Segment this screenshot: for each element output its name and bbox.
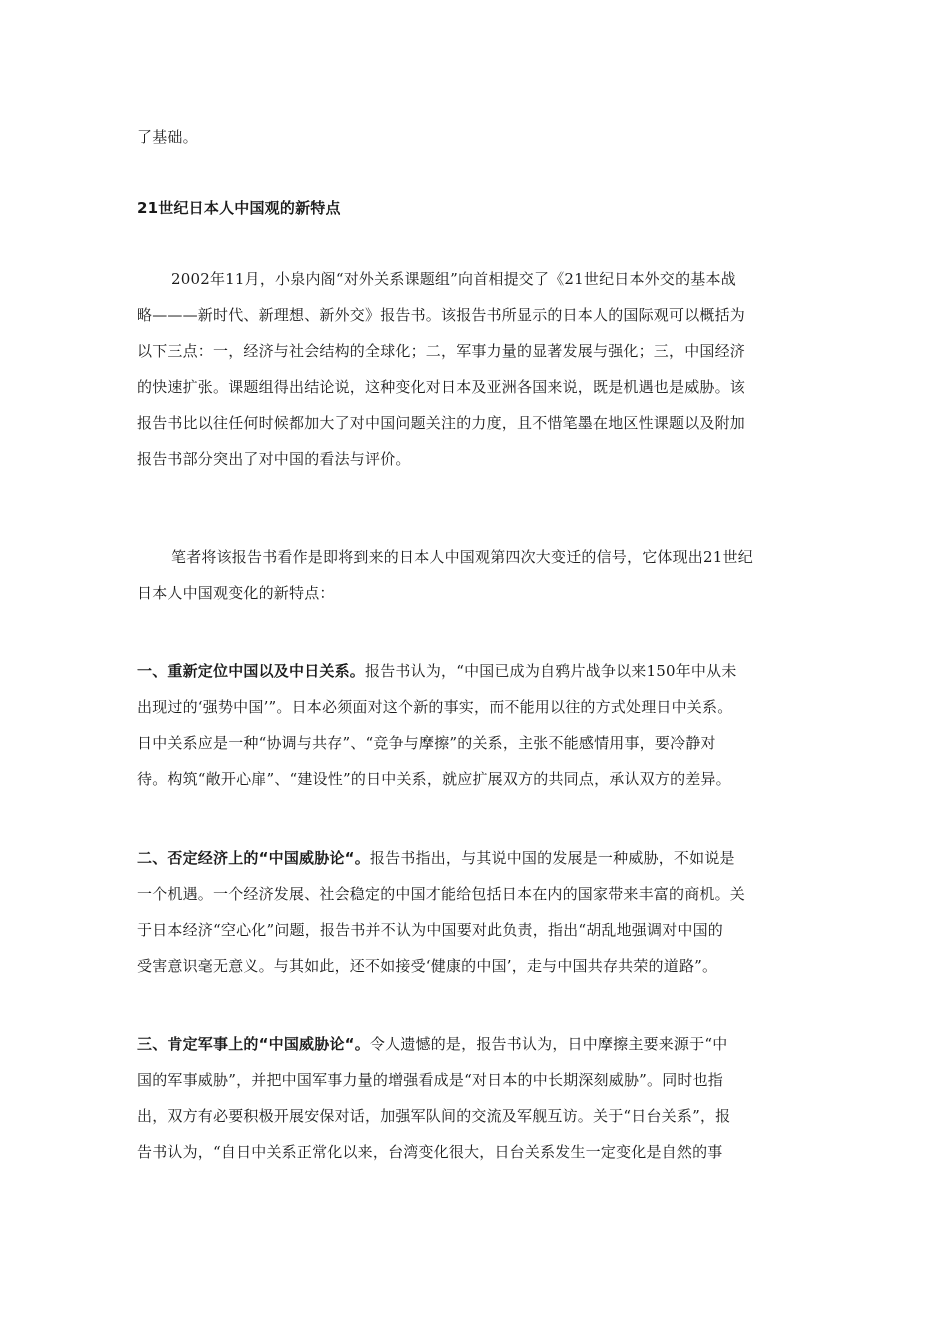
intro-tail: 了基础。 <box>137 128 198 146</box>
paragraph1-line: 报告书比以往任何时候都加大了对中国问题关注的力度，且不惜笔墨在地区性课题以及附加 <box>137 414 746 432</box>
point3-line: 告书认为，“自日中关系正常化以来，台湾变化很大，日台关系发生一定变化是自然的事 <box>137 1143 723 1161</box>
paragraph2-line: 日本人中国观变化的新特点： <box>137 584 335 602</box>
paragraph2-line: 笔者将该报告书看作是即将到来的日本人中国观第四次大变迁的信号，它体现出21世纪 <box>171 548 753 566</box>
point2-heading: 二、否定经济上的“中国威胁论“。 <box>137 849 370 867</box>
paragraph1-line: 2002年11月，小泉内阁“对外关系课题组”向首相提交了《21世纪日本外交的基本战 <box>171 270 736 288</box>
paragraph1-line: 报告书部分突出了对中国的看法与评价。 <box>137 450 411 468</box>
point1-heading: 一、重新定位中国以及中日关系。 <box>137 662 366 680</box>
point1-line: 出现过的‘强势中国’”。日本必须面对这个新的事实，而不能用以往的方式处理日中关系。 <box>137 698 733 716</box>
section-title: 21世纪日本人中国观的新特点 <box>137 199 341 217</box>
point3-first-line <box>137 1034 827 1054</box>
paragraph1-line: 以下三点：一，经济与社会结构的全球化；二，军事力量的显著发展与强化；三，中国经济 <box>137 342 746 360</box>
point1-first-line <box>137 661 827 681</box>
point1-line: 日中关系应是一种“协调与共存”、“竞争与摩擦”的关系，主张不能感情用事，要冷静对 <box>137 734 716 752</box>
point2-line: 于日本经济“空心化”问题，报告书并不认为中国要对此负责，指出“胡乱地强调对中国的 <box>137 921 724 939</box>
point2-first-line <box>137 848 827 868</box>
point3-heading: 三、肯定军事上的“中国威胁论“。 <box>137 1035 370 1053</box>
paragraph1-line: 略———新时代、新理想、新外交》报告书。该报告书所显示的日本人的国际观可以概括为 <box>137 306 746 324</box>
point1-line: 待。构筑“敞开心扉”、“建设性”的日中关系，就应扩展双方的共同点，承认双方的差异。 <box>137 770 731 788</box>
point1-text: 报告书认为，“中国已成为自鸦片战争以来150年中从未 <box>365 662 737 680</box>
point3-line: 国的军事威胁”，并把中国军事力量的增强看成是“对日本的中长期深刻威胁”。同时也指 <box>137 1071 724 1089</box>
paragraph1-line: 的快速扩张。课题组得出结论说，这种变化对日本及亚洲各国来说，既是机遇也是威胁。该 <box>137 378 746 396</box>
point2-text: 报告书指出，与其说中国的发展是一种威胁，不如说是 <box>369 849 735 867</box>
point3-text: 令人遗憾的是，报告书认为，日中摩擦主要来源于“中 <box>369 1035 728 1053</box>
point3-line: 出，双方有必要积极开展安保对话，加强军队间的交流及军舰互访。关于“日台关系”，报 <box>137 1107 731 1125</box>
point2-line: 受害意识毫无意义。与其如此，还不如接受‘健康的中国’，走与中国共存共荣的道路”。 <box>137 957 718 975</box>
point2-line: 一个机遇。一个经济发展、社会稳定的中国才能给包括日本在内的国家带来丰富的商机。关 <box>137 885 746 903</box>
